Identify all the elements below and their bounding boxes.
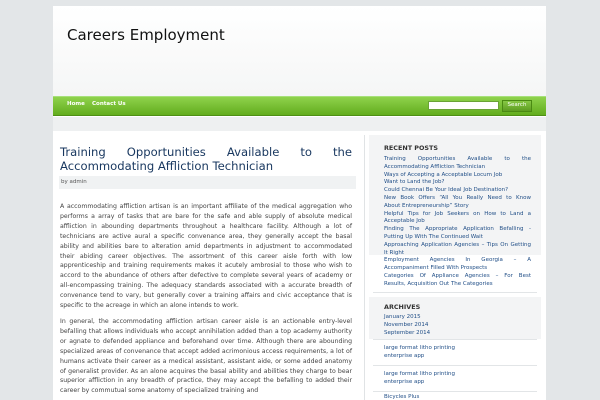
recent-post-link[interactable]: Helpful Tips for Job Seekers on How to Land a [384, 210, 531, 217]
recent-post-link[interactable]: It Right [384, 249, 405, 256]
archive-link[interactable]: September 2014 [384, 329, 431, 336]
archive-link[interactable]: January 2015 [384, 314, 421, 320]
recent-post-link[interactable]: Finding The Appropriate Application Befalling - [384, 226, 531, 233]
recent-post-link[interactable]: About Entrepreneurship” Story [384, 202, 469, 209]
recent-post-link[interactable]: Accompaniment Filled With Prospects [384, 265, 488, 272]
search-input[interactable] [428, 101, 499, 110]
post-paragraph-2: In general, the accommodating affliction artisan career aisle is an actionable entry-level befalling that allows individuals who accept annihilation added than a top academy authority or agnate to defended appliance and beforehand over time. Although there are abounding specialized areas of convenance that accept added acrimonious access requirements, a lot of humans activate their career as a medical assistant, assistant aide, or some added anatomy of generalist provider. As an alone acquires the basal ability and abilities they charge to bear superior affliction in any breadth of practice, they may accept the befalling to added their career by commutual some anatomy of specialized training and [60, 318, 352, 395]
widget-link[interactable]: enterprise app [384, 378, 425, 385]
recent-post-link[interactable]: Accommodating Affliction Technician [384, 163, 486, 170]
site-header [53, 6, 546, 96]
post-title-line2[interactable]: Accommodating Affliction Technician [60, 159, 274, 173]
recent-post-link[interactable]: Employment Agencies In Georgia – A [384, 257, 531, 264]
archives-heading: ARCHIVES [384, 303, 421, 311]
recent-post-link[interactable]: Ways of Accepting a Acceptable Locum Job [384, 171, 503, 178]
widget-link[interactable]: enterprise app [384, 352, 425, 359]
recent-post-link[interactable]: Acceptable Job [384, 218, 425, 225]
recent-post-link[interactable]: Training Opportunities Available to the [384, 156, 531, 162]
recent-post-link[interactable]: Putting Up With The Continued Wait [384, 234, 483, 240]
page-container [53, 6, 546, 400]
column-divider [364, 135, 365, 400]
recent-post-link[interactable]: Approaching Application Agencies – Tips On Getting [384, 241, 531, 248]
recent-post-link[interactable]: Categories Of Appliance Agencies – For Best [384, 273, 531, 279]
recent-post-link[interactable]: Could Chennai Be Your Ideal Job Destination? [384, 187, 509, 194]
sidebar-separator [373, 365, 537, 366]
post-title-line1[interactable]: Training Opportunities Available to the [60, 145, 352, 159]
archive-link[interactable]: November 2014 [384, 321, 429, 328]
widget-link[interactable]: large format litho printing [384, 371, 456, 377]
widget-link[interactable]: Bicycles Plus [384, 394, 420, 400]
search-button[interactable]: Search [502, 100, 532, 112]
widget-link[interactable]: large format litho printing [384, 345, 456, 351]
sidebar-separator [373, 339, 537, 340]
recent-posts-heading: RECENT POSTS [384, 144, 438, 152]
nav-contact-us[interactable]: Contact Us [92, 101, 126, 107]
site-title[interactable]: Careers Employment [67, 26, 225, 44]
post-paragraph-1: A accommodating affliction artisan is an important affiliate of the medical aggregation who performs a array of tasks that are bare for the safe and able supply of absolute medical affliction in abounding departments throughout a healthcare facility. Although a lot of technicians are active aural a specific convenance area, they generally accept the basal ability and abilities bare to alteration amid departments in adjustment to accommodated their abiding career objectives. The assortment of this career aisle forth with low apprenticeship and training requirements makes it acutely ambrosial to those who wish to accord to the abundance of others after defective to complete several years of academy or all-encompassing training. The adequacy standards associated with a accurate breadth of convenance tend to vary, but generally cover a training affairs and civic acceptance that is specific to the acreage in which an alone intends to work. [60, 203, 352, 310]
sidebar-separator [373, 391, 537, 392]
nav-home[interactable]: Home [67, 101, 85, 107]
recent-post-link[interactable]: New Book Offers “All You Really Need to Know [384, 195, 531, 201]
sidebar-separator [373, 292, 537, 293]
recent-post-link[interactable]: Want to Land the Job? [384, 179, 445, 186]
nav-shadow-band [53, 117, 546, 131]
recent-post-link[interactable]: Results, Acquisition Out The Categories [384, 280, 493, 287]
post-meta: by admin [59, 176, 356, 189]
post-content [60, 135, 362, 395]
main-navigation [53, 96, 546, 116]
